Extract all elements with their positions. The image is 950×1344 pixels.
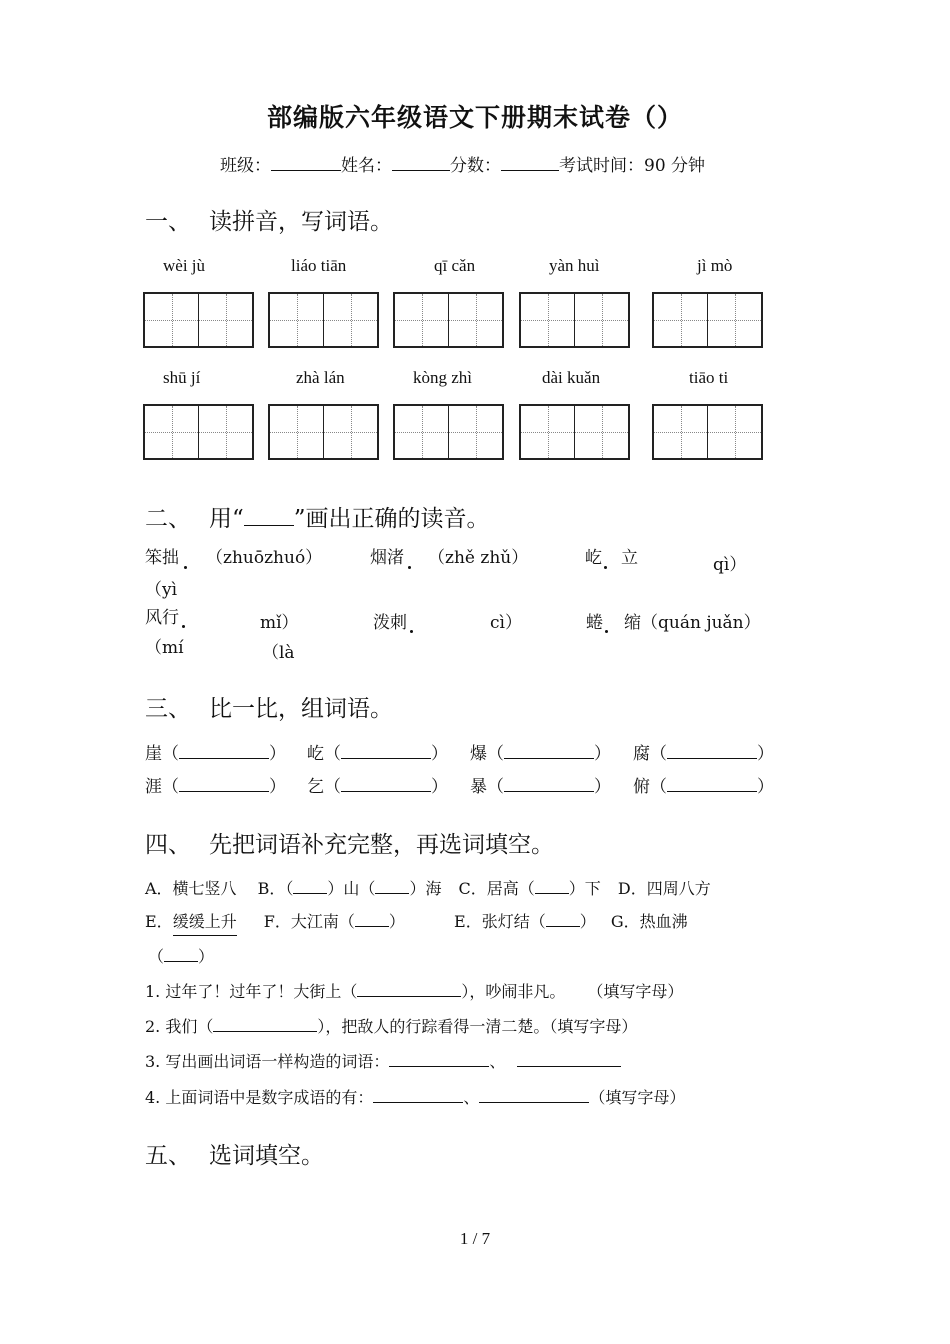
writing-grid[interactable] bbox=[393, 292, 504, 348]
char: 屹 bbox=[307, 744, 324, 764]
writing-grid[interactable] bbox=[268, 404, 379, 460]
answer-blank[interactable] bbox=[504, 742, 594, 759]
pinyin-2-1: shū jí bbox=[163, 368, 201, 387]
answer-blank[interactable] bbox=[375, 877, 409, 894]
option-b: B．（ bbox=[257, 879, 294, 898]
section-2-heading bbox=[145, 500, 490, 533]
option-f-text: ） bbox=[388, 912, 405, 931]
section-3-heading bbox=[145, 690, 393, 723]
option-d: D．四周八方 bbox=[617, 879, 711, 898]
q-hint: （填写字母） bbox=[595, 982, 684, 1001]
compare-item: 乞（ ） bbox=[307, 777, 448, 797]
section-title: 选词填空。 bbox=[209, 1143, 324, 1169]
answer-blank[interactable] bbox=[535, 877, 569, 894]
word-6: 蜷 bbox=[586, 613, 603, 633]
compare-item: 涯（ ） bbox=[145, 777, 286, 797]
question-3 bbox=[145, 1049, 621, 1072]
answer-blank[interactable] bbox=[357, 980, 461, 997]
paren: （ bbox=[148, 947, 165, 966]
paren: ） bbox=[198, 947, 215, 966]
writing-grid[interactable] bbox=[519, 292, 630, 348]
answer-blank[interactable] bbox=[164, 945, 198, 962]
section-1-heading bbox=[145, 203, 393, 236]
answer-blank[interactable] bbox=[355, 910, 389, 927]
answer-blank[interactable] bbox=[293, 877, 327, 894]
writing-grid[interactable] bbox=[393, 404, 504, 460]
section-number: 四、 bbox=[145, 832, 191, 858]
word-5: 泼刺 bbox=[373, 613, 407, 633]
q-text: 、 bbox=[489, 1052, 506, 1071]
word-3: 屹 bbox=[585, 548, 602, 568]
compare-item: 屹（ ） bbox=[307, 744, 448, 764]
option-c: C．居高（ bbox=[458, 879, 535, 898]
word-2: 烟渚 bbox=[370, 548, 404, 568]
word-3-pinyin-open[interactable]: （yì bbox=[145, 580, 178, 600]
section-number: 三、 bbox=[145, 696, 191, 722]
q-text: 4. 上面词语中是数字成语的有： bbox=[145, 1088, 374, 1107]
section-title: 读拼音，写词语。 bbox=[209, 209, 393, 235]
q-text: ），吵闹非凡。 bbox=[461, 982, 566, 1001]
score-blank[interactable] bbox=[501, 156, 559, 171]
char: 崖 bbox=[145, 744, 162, 764]
time-label: 考试时间：90 分钟 bbox=[559, 156, 706, 176]
pinyin-2-4: dài kuǎn bbox=[542, 368, 601, 387]
char: 暴 bbox=[470, 777, 487, 797]
section-number: 五、 bbox=[145, 1143, 191, 1169]
writing-grid[interactable] bbox=[143, 292, 254, 348]
word-5-pinyin[interactable]: cì） bbox=[490, 613, 522, 633]
answer-blank[interactable] bbox=[389, 1050, 489, 1067]
compare-item: 爆（ ） bbox=[470, 744, 611, 764]
answer-blank[interactable] bbox=[517, 1050, 621, 1067]
question-1 bbox=[145, 979, 683, 1002]
answer-blank[interactable] bbox=[213, 1015, 317, 1032]
q-hint: （填写字母） bbox=[589, 1088, 686, 1107]
word-1-pinyin[interactable]: （zhuōzhuó） bbox=[206, 548, 323, 568]
page-title: 部编版六年级语文下册期末试卷（） bbox=[266, 103, 683, 132]
option-e-word: 缓缓上升 bbox=[173, 912, 237, 936]
answer-blank[interactable] bbox=[504, 775, 594, 792]
idiom-line-3 bbox=[148, 944, 214, 967]
word-1: 笨拙 bbox=[145, 548, 179, 568]
char: 爆 bbox=[470, 744, 487, 764]
word-5-pinyin-open[interactable]: （là bbox=[262, 643, 295, 663]
question-2 bbox=[145, 1014, 637, 1037]
section-title-a: 用“ bbox=[209, 506, 244, 532]
q-text: 2. 我们（ bbox=[145, 1017, 214, 1036]
pinyin-1-3: qī cǎn bbox=[434, 256, 476, 275]
option-a: A．横七竖八 bbox=[145, 879, 237, 898]
class-blank[interactable] bbox=[271, 156, 341, 171]
pinyin-2-3: kòng zhì bbox=[413, 368, 473, 387]
pinyin-1-2: liáo tiān bbox=[291, 256, 347, 275]
class-label: 班级： bbox=[220, 156, 271, 176]
emphasis-dot bbox=[410, 630, 413, 633]
section-number: 二、 bbox=[145, 506, 191, 532]
name-blank[interactable] bbox=[392, 156, 450, 171]
section-number: 一、 bbox=[145, 209, 191, 235]
answer-blank[interactable] bbox=[341, 775, 431, 792]
writing-grid[interactable] bbox=[268, 292, 379, 348]
idiom-line-2 bbox=[145, 909, 688, 932]
question-4 bbox=[145, 1085, 685, 1108]
section-5-heading bbox=[145, 1137, 324, 1170]
writing-grid[interactable] bbox=[143, 404, 254, 460]
answer-blank[interactable] bbox=[667, 775, 757, 792]
idiom-line-1 bbox=[145, 876, 711, 899]
emphasis-dot bbox=[408, 566, 411, 569]
compare-item: 俯（ ） bbox=[633, 777, 774, 797]
answer-blank[interactable] bbox=[373, 1086, 463, 1103]
option-e2-text: ） bbox=[579, 912, 596, 931]
compare-item: 崖（ ） bbox=[145, 744, 286, 764]
answer-blank[interactable] bbox=[179, 775, 269, 792]
emphasis-dot bbox=[182, 625, 185, 628]
emphasis-dot bbox=[184, 566, 187, 569]
option-f: F．大江南（ bbox=[263, 912, 355, 931]
answer-blank[interactable] bbox=[546, 910, 580, 927]
pinyin-1-5: jì mò bbox=[697, 256, 733, 275]
pinyin-1-1: wèi jù bbox=[163, 256, 206, 275]
word-4-pinyin-open[interactable]: （mí bbox=[145, 638, 184, 658]
option-b-text: ）海 bbox=[409, 879, 442, 898]
option-e2: E．张灯结（ bbox=[454, 912, 546, 931]
section-title: 先把词语补充完整，再选词填空。 bbox=[209, 832, 554, 858]
char: 涯 bbox=[145, 777, 162, 797]
answer-blank[interactable] bbox=[667, 742, 757, 759]
option-g: G．热血沸 bbox=[610, 912, 688, 931]
compare-item: 暴（ ） bbox=[470, 777, 611, 797]
student-info bbox=[220, 151, 705, 176]
writing-grid[interactable] bbox=[519, 404, 630, 460]
underline-sample bbox=[244, 505, 294, 526]
name-label: 姓名： bbox=[341, 156, 392, 176]
emphasis-dot bbox=[605, 630, 608, 633]
word-3-suffix: 立 bbox=[621, 548, 638, 568]
word-4-pinyin[interactable]: mǐ） bbox=[260, 613, 299, 633]
char: 腐 bbox=[633, 744, 650, 764]
section-title-b: ”画出正确的读音。 bbox=[293, 506, 490, 532]
answer-blank[interactable] bbox=[479, 1086, 589, 1103]
char: 乞 bbox=[307, 777, 324, 797]
pinyin-2-5: tiāo ti bbox=[689, 368, 729, 387]
pinyin-1-4: yàn huì bbox=[549, 256, 600, 275]
writing-grid[interactable] bbox=[652, 404, 763, 460]
word-3-pinyin[interactable]: qì） bbox=[713, 555, 747, 575]
section-4-heading bbox=[145, 826, 554, 859]
page-number: 1 / 7 bbox=[459, 1229, 491, 1248]
score-label: 分数： bbox=[450, 156, 501, 176]
word-6-pinyin[interactable]: 缩（quán juǎn） bbox=[624, 613, 761, 633]
emphasis-dot bbox=[604, 566, 607, 569]
option-b-text: ）山（ bbox=[327, 879, 376, 898]
answer-blank[interactable] bbox=[179, 742, 269, 759]
q-text: 1. 过年了！过年了！大街上（ bbox=[145, 982, 358, 1001]
char: 俯 bbox=[633, 777, 650, 797]
word-2-pinyin[interactable]: （zhě zhǔ） bbox=[428, 548, 529, 568]
section-title: 比一比，组词语。 bbox=[209, 696, 393, 722]
option-c-text: ）下 bbox=[568, 879, 601, 898]
answer-blank[interactable] bbox=[341, 742, 431, 759]
q-text: 、 bbox=[463, 1088, 480, 1107]
q-text: 3. 写出画出词语一样构造的词语： bbox=[145, 1052, 390, 1071]
pinyin-2-2: zhà lán bbox=[296, 368, 345, 387]
word-4: 风行 bbox=[145, 608, 179, 628]
compare-item: 腐（ ） bbox=[633, 744, 774, 764]
option-e: E． bbox=[145, 912, 173, 931]
q-text: ），把敌人的行踪看得一清二楚。（填写字母） bbox=[317, 1017, 638, 1036]
writing-grid[interactable] bbox=[652, 292, 763, 348]
